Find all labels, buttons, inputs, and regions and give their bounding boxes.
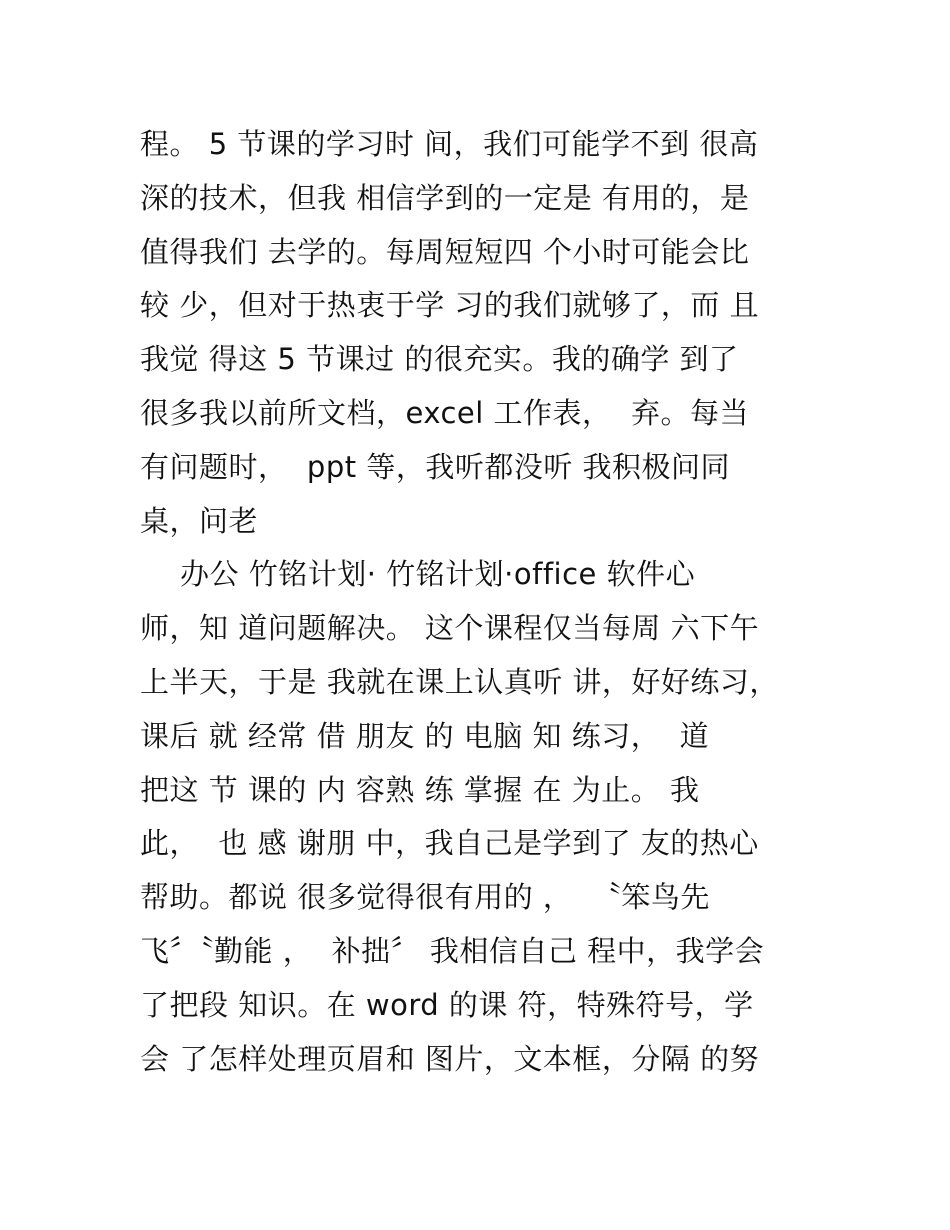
body-text [140,118,820,1086]
text-line: 上半天，于是 我就在课上认真听 讲，好好练习， [140,664,779,699]
text-line: 帮助。都说 很多觉得很有用的 ， 〝笨鸟先 [140,880,710,915]
text-line: 师，知 道问题解决。 这个课程仅当每周 六下午 [140,611,760,646]
text-line: 有问题时， ppt 等，我听都没听 我积极问同 [140,449,731,484]
text-line: 程。 5 节课的学习时 间，我们可能学不到 很高 [140,127,759,161]
text-line: 飞〞〝勤能 ， 补拙〞 我相信自己 程中，我学会 [140,933,765,968]
text-line: 了把段 知识。在 word 的课 符，特殊符号，学 [140,987,754,1022]
text-line: 我觉 得这 5 节课过 的很充实。我的确学 到了 [140,342,739,377]
text-line: 会 了怎样处理页眉和 图片，文本框，分隔 的努 [140,1041,760,1076]
text-line: 较 少，但对于热衷于学 习的我们就够了，而 且 [140,288,760,323]
text-line: 把这 节 课的 内 容熟 练 掌握 在 为止。 我 [140,772,700,807]
text-line: 此， 也 感 谢朋 中，我自己是学到了 友的热心 [140,826,759,861]
text-line: 值得我们 去学的。每周短短四 个小时可能会比 [140,234,750,269]
text-line: 办公 竹铭计划· 竹铭计划·office 软件心 [180,557,696,592]
text-line: 深的技术，但我 相信学到的一定是 有用的，是 [140,180,750,215]
text-line: 桌，问老 [140,503,259,538]
text-line: 很多我以前所文档，excel 工作表， 弃。每当 [140,395,749,430]
text-line: 课后 就 经常 借 朋友 的 电脑 知 练习， 道 [140,718,710,753]
